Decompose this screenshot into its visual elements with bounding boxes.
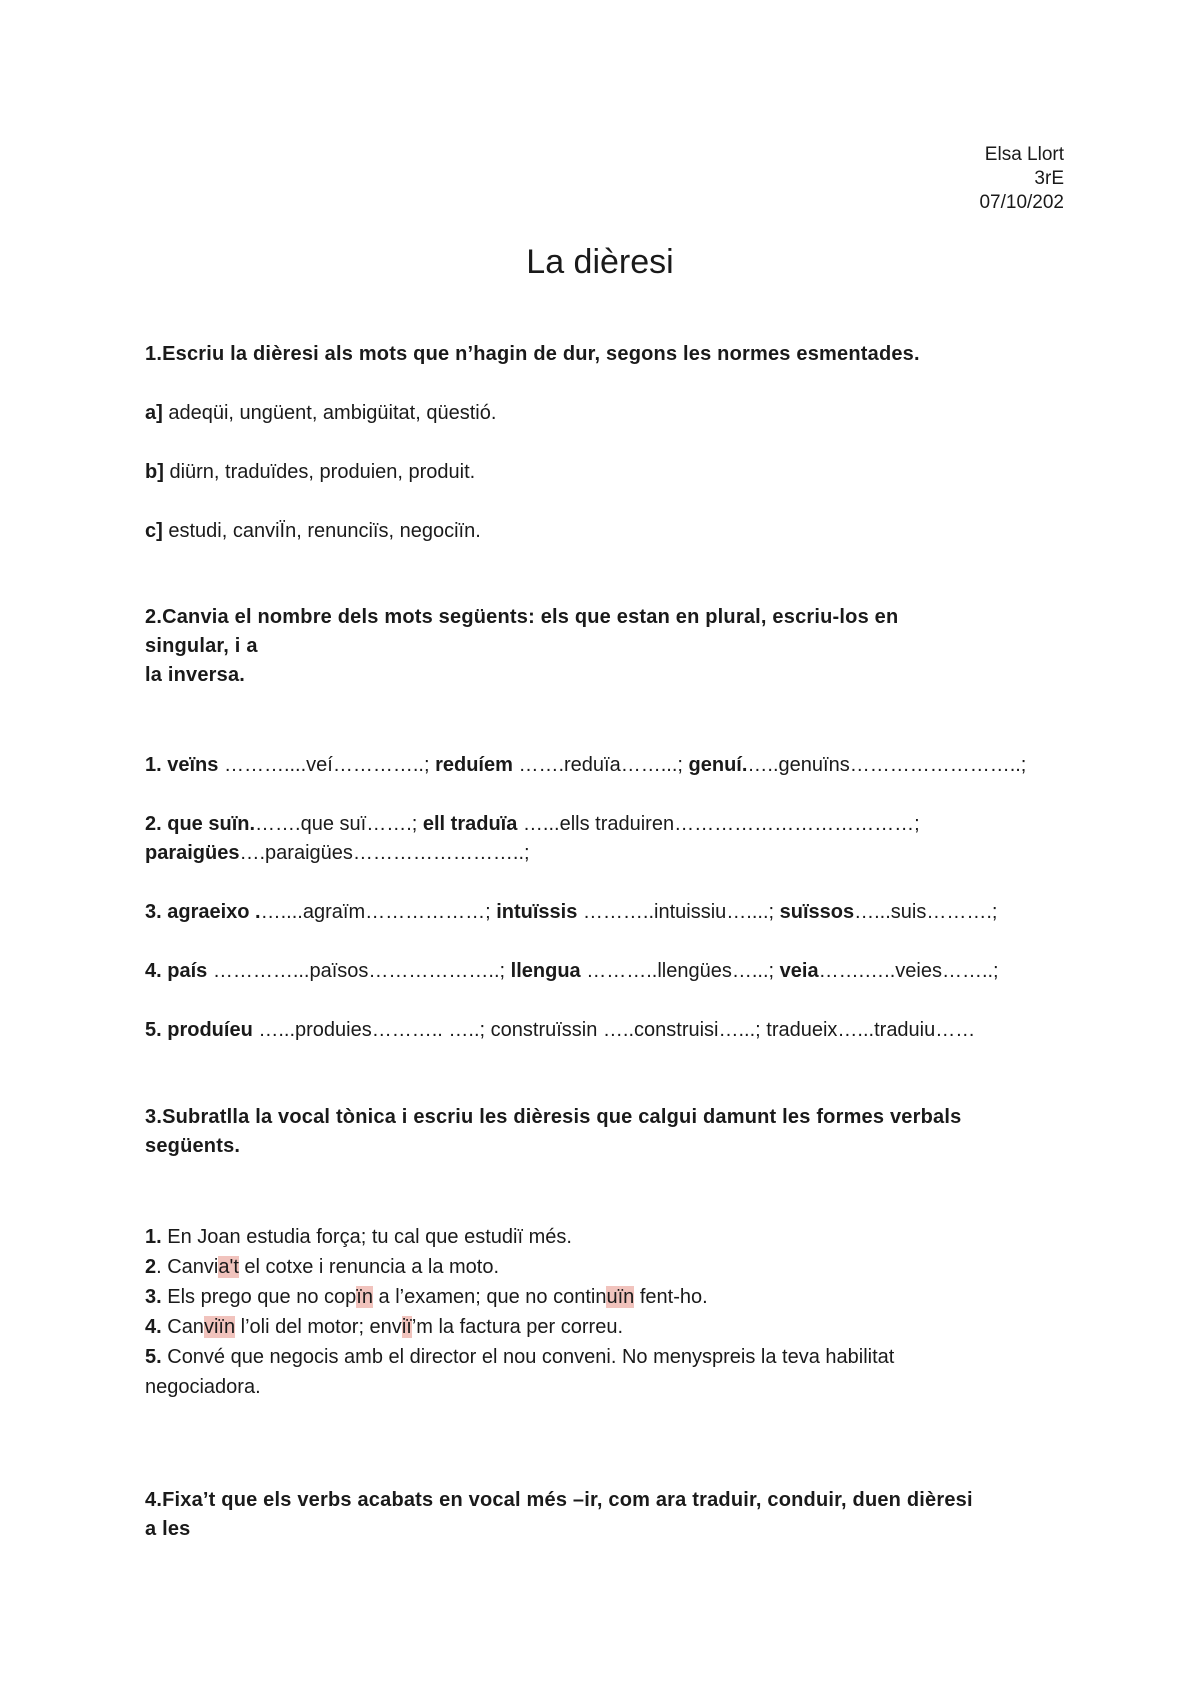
q2-answer: …….…..veies……..; (818, 960, 999, 982)
sentence-text: Can (161, 1316, 204, 1338)
document-date: 07/10/202 (979, 192, 1064, 213)
q1-item-text: diürn, traduïdes, produien, produit. (163, 461, 476, 483)
q2-heading-line: singular, i a (145, 635, 258, 657)
q2-word: reduíem (435, 754, 513, 776)
q2-answer: …….que suï…….; (255, 813, 423, 835)
q4-heading-line: a les (145, 1518, 191, 1540)
q2-word: ell traduïa (422, 813, 518, 835)
q2-row-1 (145, 751, 1065, 780)
highlighted-vowel: ïn (356, 1286, 373, 1308)
q3-heading-line: següents. (145, 1135, 241, 1157)
q2-answer: …....agraïm………………; (260, 901, 497, 923)
student-name: Elsa Llort (984, 144, 1064, 165)
sentence-number: 4. (145, 1316, 162, 1338)
q3-heading (145, 1103, 1065, 1161)
q1-heading: 1.Escriu la dièresi als mots que n’hagin de dur, segons les normes esmentades. (145, 343, 920, 365)
student-class: 3rE (1034, 168, 1064, 189)
q2-row-4 (145, 957, 1065, 986)
sentence-text: el cotxe i renuncia a la moto. (238, 1256, 500, 1278)
sentence-number: 2 (145, 1256, 157, 1278)
sentence-text: fent-ho. (634, 1286, 708, 1308)
q4-heading-line: 4.Fixa’t que els verbs acabats en vocal més –ir, com ara traduir, conduir, duen dièresi (145, 1489, 973, 1511)
q2-answer: ………..intuissiu…....; (577, 901, 780, 923)
highlighted-vowel: a't (218, 1256, 239, 1278)
q3-sentences (145, 1222, 1065, 1402)
q2-word: 3. agraeixo . (145, 901, 261, 923)
student-info (979, 143, 1064, 215)
q2-word: 4. país (145, 960, 208, 982)
sentence-text: ’m la factura per correu. (411, 1316, 624, 1338)
q2-word: intuïssis (496, 901, 578, 923)
sentence-text: Convé que negocis amb el director el nou conveni. No menyspreis la teva habilitat (161, 1346, 895, 1368)
q2-word: genuí. (688, 754, 748, 776)
q2-answer: …………...països………………..; (207, 960, 511, 982)
q2-word: veia (779, 960, 819, 982)
q4-heading (145, 1486, 1065, 1544)
q1-item-b (145, 458, 1065, 487)
sentence-number: 3. (145, 1286, 162, 1308)
q2-answer: ………..llengües…...; (580, 960, 780, 982)
q3-sentence-5 (145, 1342, 1065, 1372)
q2-word: suïssos (779, 901, 855, 923)
q1-item-c (145, 517, 1065, 546)
q2-answer: …...suis……….; (854, 901, 998, 923)
q3-heading-line: 3.Subratlla la vocal tònica i escriu les dièresis que calgui damunt les formes verbals (145, 1106, 962, 1128)
q2-row-2 (145, 810, 1065, 868)
q3-sentence-2 (145, 1252, 1065, 1282)
q2-answer: …...produies……….. …..; construïssin …..construisi…...; tradueix…...traduiu…… (252, 1019, 976, 1041)
q2-word: paraigües (145, 842, 240, 864)
q2-heading-line: 2.Canvia el nombre dels mots següents: els que estan en plural, escriu-los en (145, 606, 899, 628)
highlighted-vowel: iï (401, 1316, 412, 1338)
highlighted-vowel: viïn (203, 1316, 236, 1338)
highlighted-vowel: uïn (606, 1286, 635, 1308)
q2-word: llengua (510, 960, 581, 982)
sentence-text: l’oli del motor; env (235, 1316, 402, 1338)
sentence-text: . Canvi (156, 1256, 219, 1278)
sentence-text: En Joan estudia força; tu cal que estudiï més. (161, 1226, 572, 1248)
sentence-text: a l’examen; que no contin (372, 1286, 607, 1308)
q2-row-3 (145, 898, 1065, 927)
q2-answer: …..genuïns……………………..; (747, 754, 1027, 776)
q2-heading (145, 603, 1065, 690)
q1-item-text: adeqüi, ungüent, ambigüitat, qüestió. (162, 402, 497, 424)
q2-answer: …….reduïa……...; (512, 754, 689, 776)
q1-item-a (145, 399, 1065, 428)
document-title: La dièresi (526, 243, 674, 281)
q1-item-text: estudi, canviÏn, renunciïs, negociïn. (162, 520, 481, 542)
q3-sentence-1 (145, 1222, 1065, 1252)
q2-answer: …...ells traduiren………………………………; (517, 813, 920, 835)
sentence-text: Els prego que no cop (161, 1286, 357, 1308)
q2-word: 1. veïns (145, 754, 219, 776)
q3-sentence-5-cont: negociadora. (145, 1376, 261, 1398)
q3-sentence-3 (145, 1282, 1065, 1312)
q2-row-5 (145, 1016, 1065, 1045)
q2-word: 2. que suïn. (145, 813, 256, 835)
q2-heading-line: la inversa. (145, 664, 246, 686)
q2-answer: ….paraigües……………………..; (239, 842, 530, 864)
sentence-number: 1. (145, 1226, 162, 1248)
sentence-number: 5. (145, 1346, 162, 1368)
q2-answer: ………....veí…………..; (218, 754, 436, 776)
q1-item-label: b] (145, 461, 164, 483)
q1-item-label: a] (145, 402, 163, 424)
q2-word: 5. produíeu (145, 1019, 253, 1041)
q3-sentence-4 (145, 1312, 1065, 1342)
q1-item-label: c] (145, 520, 163, 542)
